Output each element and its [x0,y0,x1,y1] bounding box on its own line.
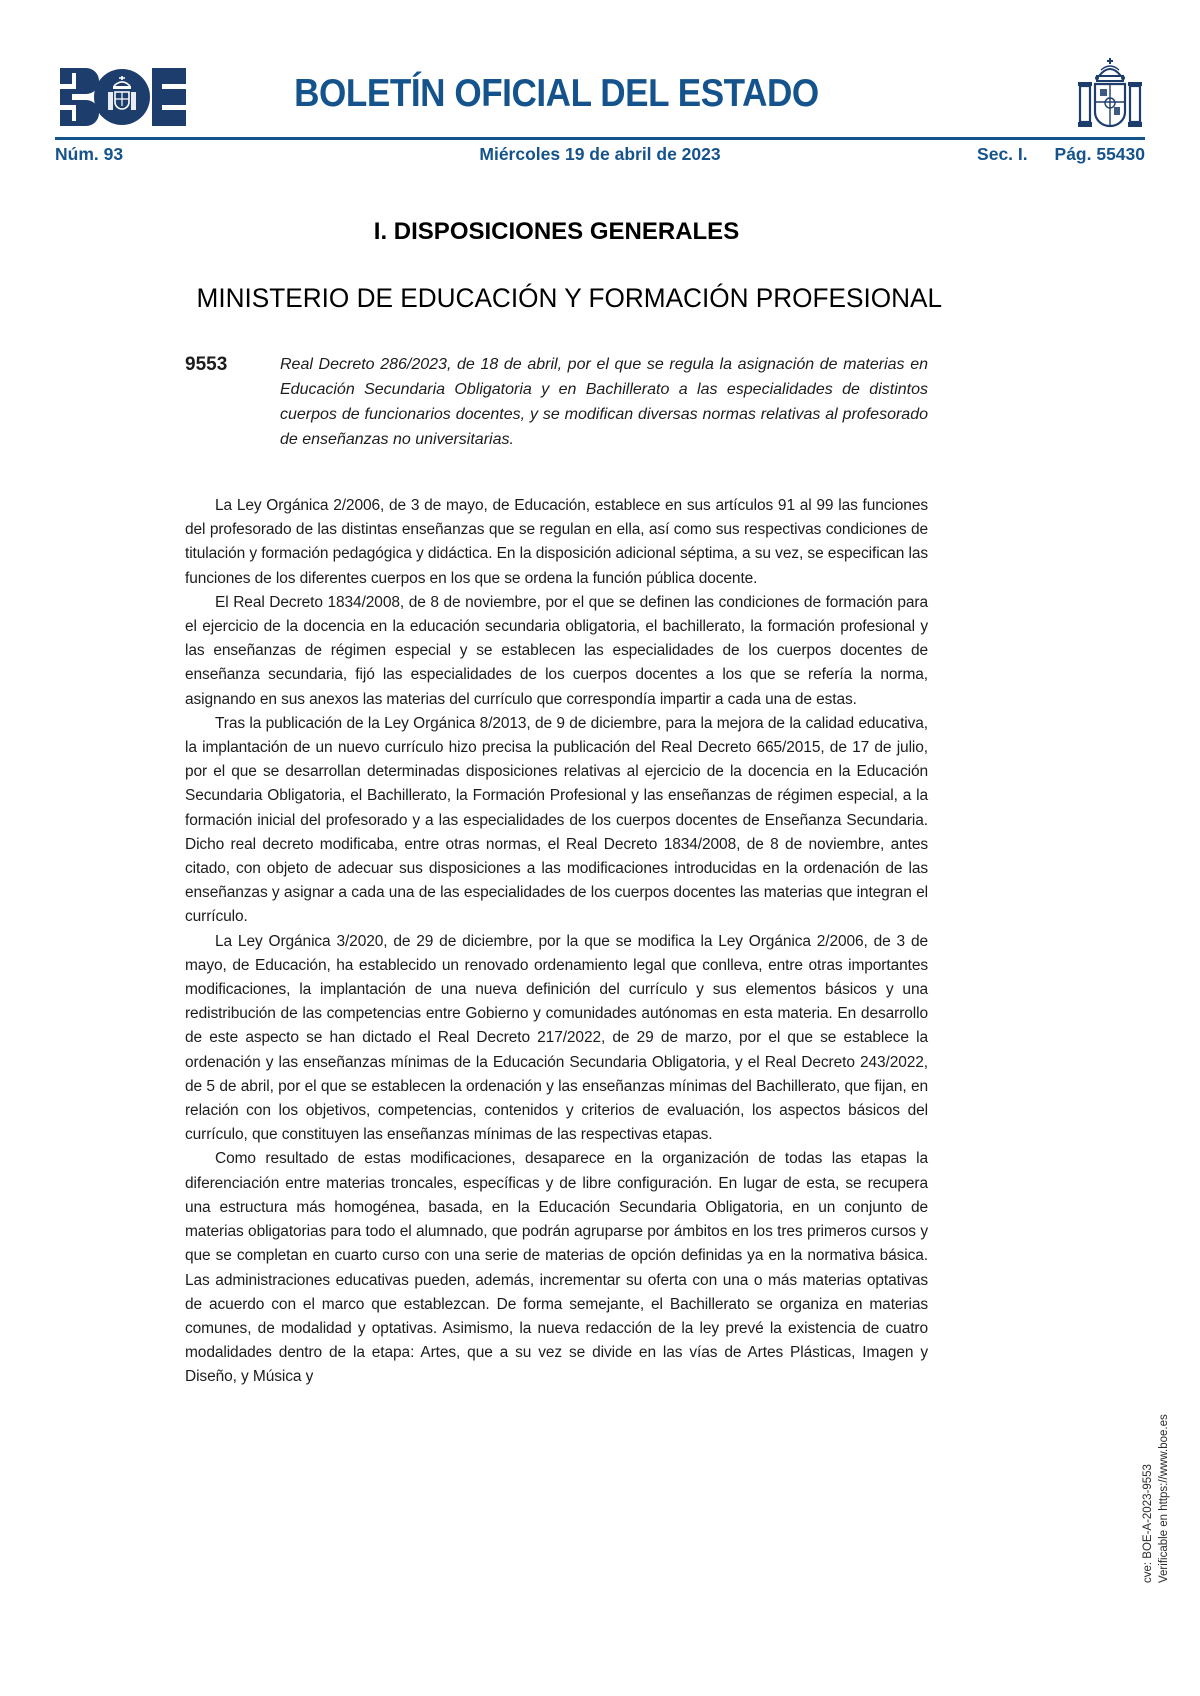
issue-date: Miércoles 19 de abril de 2023 [479,144,721,164]
spain-coat-of-arms-icon [1077,56,1143,136]
paragraph: La Ley Orgánica 3/2020, de 29 de diciembre, por la que se modifica la Ley Orgánica 2/2006, de 3 de mayo, de Educación, ha establecido un renovado ordenamiento legal que conlleva, entre otras importantes modificaciones, la implantación de una nueva definición del currículo y sus elementos básicos y una redistribución de las competencias entre Gobierno y comunidades autónomas en esta materia. En desarrollo de este aspecto se han dictado el Real Decreto 217/2022, de 29 de marzo, por el que se establece la ordenación y las enseñanzas mínimas de la Educación Secundaria Obligatoria, y el Real Decreto 243/2022, de 5 de abril, por el que se establecen la ordenación y las enseñanzas mínimas del Bachillerato, que fijan, en relación con los objetivos, competencias, contenidos y criterios de evaluación, los aspectos básicos del currículo, que constituyen las enseñanzas mínimas de las respectivas etapas. [185,932,928,1144]
item-summary: Real Decreto 286/2023, de 18 de abril, por el que se regula la asignación de materias en Educación Secundaria Obligatoria y en Bachillerato a las especialidades de distintos cuerpos de funcionarios docentes, y se modifican diversas normas relativas al profesorado de enseñanzas no universitarias. [280,356,928,448]
boe-logo-icon [60,68,186,126]
gazette-title: BOLETÍN OFICIAL DEL ESTADO [294,72,819,115]
section-label: Sec. I. [977,144,1028,164]
section-heading: I. DISPOSICIONES GENERALES [373,218,740,245]
paragraph: La Ley Orgánica 2/2006, de 3 de mayo, de Educación, establece en sus artículos 91 al 99 las funciones del profesorado de las distintas enseñanzas que se regulan en ella, así como sus respectivas condiciones de titulación y formación pedagógica y didáctica. En la disposición adicional séptima, a su vez, se especifican las funciones de los diferentes cuerpos en los que se ordena la función pública docente. [185,497,928,587]
cve-verification-block [1140,1221,1172,1583]
paragraph: Tras la publicación de la Ley Orgánica 8/2013, de 9 de diciembre, para la mejora de la calidad educativa, la implantación de un nuevo currículo hizo precisa la publicación del Real Decreto 665/2015, de 17 de julio, por el que se desarrollan determinadas disposiciones relativas al ejercicio de la docencia en la Educación Secundaria Obligatoria, el Bachillerato, la Formación Profesional y las enseñanzas de régimen especial, a la formación inicial del profesorado y a las especialidades de los cuerpos docentes de Enseñanza Secundaria. Dicho real decreto modificaba, entre otras normas, el Real Decreto 1834/2008, de 8 de noviembre, antes citado, con objeto de adecuar sus disposiciones a las modificaciones introducidas en la ordenación de las enseñanzas y asignar a cada una de las especialidades de los cuerpos docentes las materias que integran el currículo. [185,714,928,926]
ministry-heading: MINISTERIO DE EDUCACIÓN Y FORMACIÓN PROFESIONAL [196,283,943,313]
verification-note: Verificable en https://www.boe.es [1158,1414,1170,1583]
body-text [185,494,928,1390]
cve-code: cve: BOE-A-2023-9553 [1142,1464,1154,1583]
disposition-item [185,352,928,452]
paragraph: Como resultado de estas modificaciones, desaparece en la organización de todas las etapas la diferenciación entre materias troncales, específicas y de libre configuración. En lugar de esta, se recupera una estructura más homogénea, basada, en la Educación Secundaria Obligatoria, en un conjunto de materias obligatorias para todo el alumnado, que podrán agruparse por ámbitos en los tres primeros cursos y que se completan en cuarto curso con una serie de materias de opción definidas ya en la normativa básica. Las administraciones educativas pueden, además, incrementar su oferta con una o más materias optativas de acuerdo con el marco que establezcan. De forma semejante, el Bachillerato se organiza en materias comunes, de modalidad y optativas. Asimismo, la nueva redacción de la ley prevé la existencia de cuatro modalidades dentro de la etapa: Artes, que a su vez se divide en las vías de Artes Plásticas, Imagen y Diseño, y Música y [185,1150,928,1386]
issue-number: Núm. 93 [55,144,124,164]
document-body [185,0,943,1390]
page-label: Pág. 55430 [1054,144,1145,164]
paragraph: El Real Decreto 1834/2008, de 8 de noviembre, por el que se definen las condiciones de formación para el ejercicio de la docencia en la educación secundaria obligatoria, el bachillerato, la formación profesional y las enseñanzas de régimen especial y se establecen las especialidades de los cuerpos docentes de enseñanza secundaria, fijó las especialidades de los cuerpos docentes a los que se refería la norma, asignando en sus anexos las materias del currículo que correspondía impartir a cada una de estas. [185,593,928,708]
item-number: 9553 [185,354,228,375]
